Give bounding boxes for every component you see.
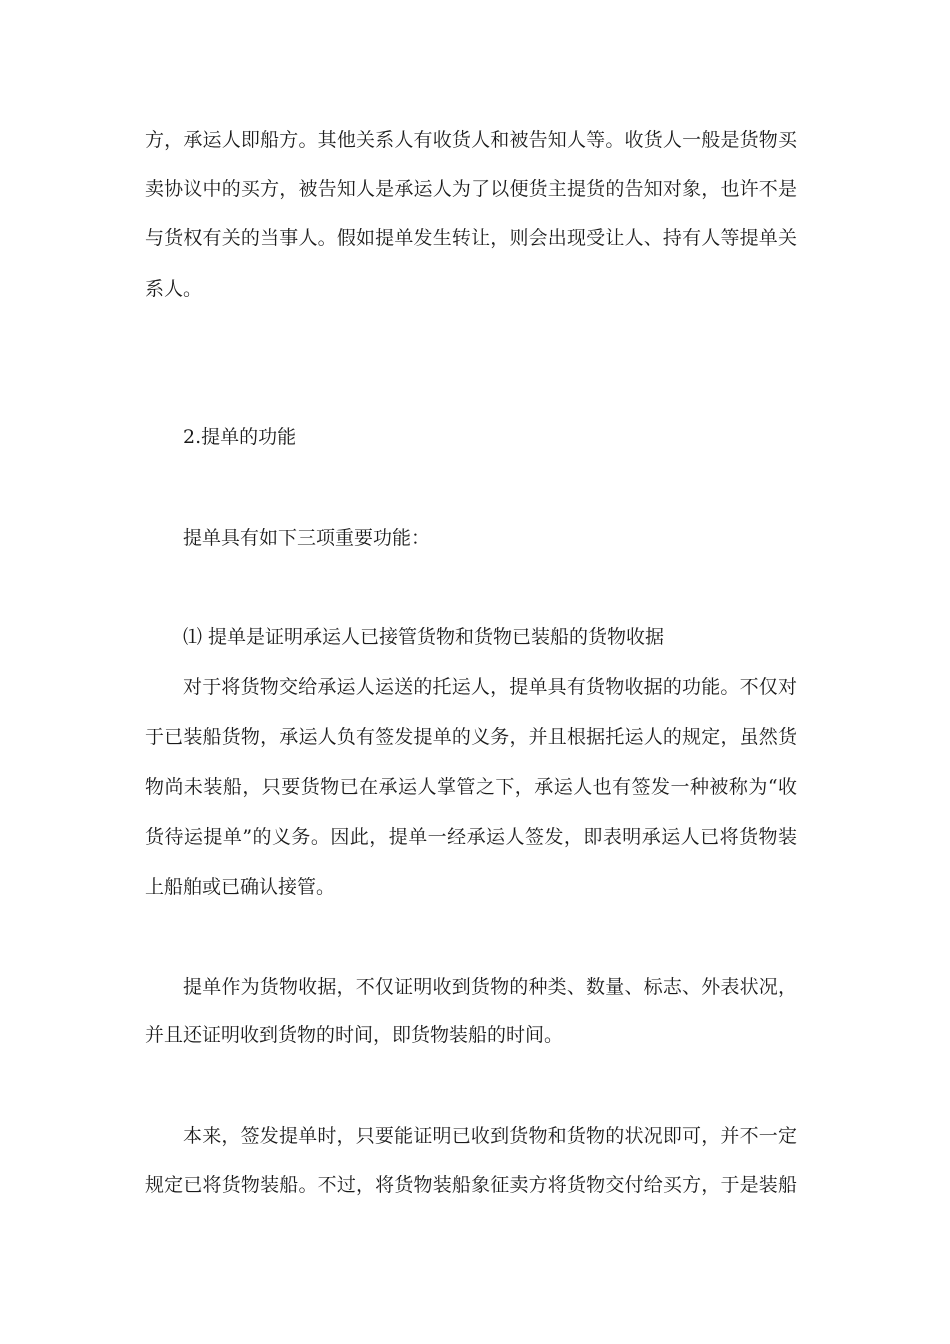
paragraph-1-line-4: 系人。 [145, 278, 203, 300]
paragraph-1-line-3: 与货权有关的当事人。假如提单发生转让，则会出现受让人、持有人等提单关 [145, 227, 797, 249]
section-heading: 2.提单的功能 [183, 426, 297, 448]
paragraph-2-line-2: 于已装船货物，承运人负有签发提单的义务，并且根据托运人的规定，虽然货 [145, 726, 797, 748]
paragraph-3-line-1: 提单作为货物收据，不仅证明收到货物的种类、数量、标志、外表状况， [183, 976, 797, 998]
paragraph-3-line-2: 并且还证明收到货物的时间，即货物装船的时间。 [145, 1024, 564, 1046]
paragraph-1-line-1: 方，承运人即船方。其他关系人有收货人和被告知人等。收货人一般是货物买 [145, 129, 797, 151]
paragraph-2-line-1: 对于将货物交给承运人运送的托运人，提单具有货物收据的功能。不仅对 [183, 676, 797, 698]
paragraph-4-line-2: 规定已将货物装船。不过，将货物装船象征卖方将货物交付给买方，于是装船 [145, 1174, 797, 1196]
paragraph-1-line-2: 卖协议中的买方，被告知人是承运人为了以便货主提货的告知对象，也许不是 [145, 178, 797, 200]
paragraph-2-line-5: 上船舶或已确认接管。 [145, 876, 336, 898]
paragraph-2-line-3: 物尚未装船，只要货物已在承运人掌管之下，承运人也有签发一种被称为“收 [145, 776, 797, 798]
paragraph-4-line-1: 本来，签发提单时，只要能证明已收到货物和货物的状况即可，并不一定 [183, 1125, 797, 1147]
subheading-1: ⑴ 提单是证明承运人已接管货物和货物已装船的货物收据 [183, 626, 665, 648]
paragraph-2-line-4: 货待运提单”的义务。因此，提单一经承运人签发，即表明承运人已将货物装 [145, 826, 797, 848]
intro-text: 提单具有如下三项重要功能： [183, 527, 431, 549]
